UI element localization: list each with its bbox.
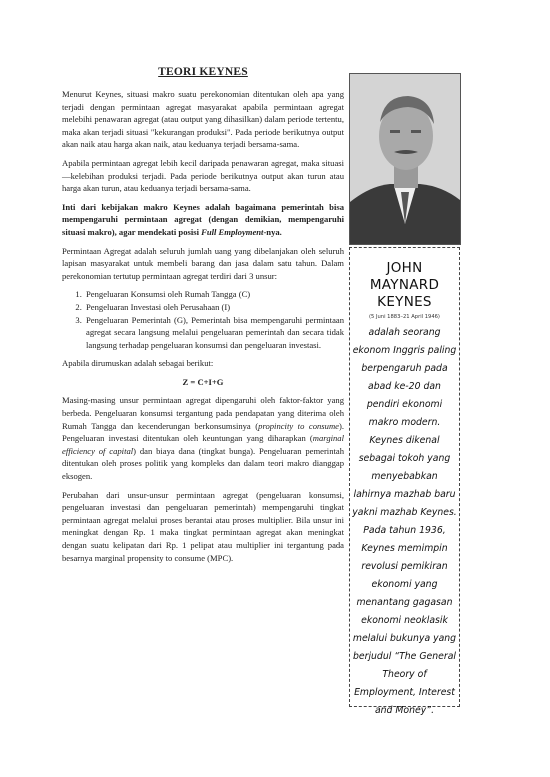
factors-text-1: Masing-masing unsur permintaan agregat dipengaruhi oleh faktor-faktor yang berbeda. Pengeluaran konsumsi tergantung pada pendapatan yang diterima oleh Rumah Tangga dan kecenderungan berkonsumsinya ( bbox=[62, 395, 344, 431]
biography-box bbox=[349, 247, 460, 716]
paragraph-overproduction: Apabila permintaan agregat lebih kecil daripada penawaran agregat, maka situasi —kelebihan produksi terjadi. Pada periode berikutnya output akan turun atau harga akan turun, atau keduanya terjadi bersama-sama. bbox=[62, 157, 344, 194]
paragraph-formula-intro: Apabila dirumuskan adalah sebagai berikut: bbox=[62, 358, 214, 369]
paragraph-multiplier: Perubahan dari unsur-unsur permintaan agregat (pengeluaran konsumsi, pengeluaran investasi dan pengeluaran pemerintah) mempengaruhi tingkat permintaan agregat melalui proses berantai atau proses multiplier. Bila unsur ini meningkat dengan Rp. 1 maka tingkat permintaan agregat akan meningkat dengan suatu kelipatan dari Rp. 1 pelipat atau multiplier ini tergantung pada besarnya marginal propensity to consume (MPC). bbox=[62, 489, 344, 563]
bio-part-2: Pada tahun 1936, Keynes memimpin revolusi pemikiran ekonomi yang menantang gagasan ekonomi neoklasik melalui bukunya yang berjudul “ bbox=[352, 525, 457, 662]
demand-components-list bbox=[62, 288, 344, 351]
list-item: 3. Pengeluaran Pemerintah (G), Pemerintah bisa mempengaruhi permintaan agregat secara langsung melalui pengeluaran pemerintah dan secara tidak langsung terhadap pengeluaran konsumsi dan pengeluaran investasi. bbox=[84, 314, 344, 352]
bio-part-1: adalah seorang ekonom Inggris paling berpengaruh pada abad ke-20 dan pendiri ekonomi makro modern. Keynes dikenal sebagai tokoh yang menyebabkan lahirnya mazhab baru yakni mazhab Keynes. bbox=[352, 327, 457, 518]
life-dates: (5 Juni 1883–21 April 1946) bbox=[369, 314, 440, 320]
policy-core-suffix: -nya. bbox=[263, 226, 282, 237]
factors-text-3: ) dan biaya dana (tingkat bunga). Pengeluaran pemerintah ditentukan oleh proses politik yang kompleks dan dalam teori makro dianggap eksogen. bbox=[62, 445, 344, 482]
portrait-illustration bbox=[350, 74, 460, 244]
propincity-term: propincity to consume bbox=[258, 420, 339, 431]
full-employment-term: Full Employment bbox=[201, 226, 264, 237]
article-body bbox=[62, 88, 344, 570]
paragraph-policy-core bbox=[62, 201, 344, 239]
paragraph-aggregate-demand: Permintaan Agregat adalah seluruh jumlah uang yang dibelanjakan oleh seluruh lapisan masyarakat untuk membeli barang dan jasa dalam satu tahun. Dalam perekonomian tertutup permintaan agregat terdiri dari 3 unsur: bbox=[62, 245, 344, 281]
paragraph-intro: Menurut Keynes, situasi makro suatu perekonomian ditentukan oleh apa yang terjadi dengan permintaan agregat masyarakat apabila permintaan agregat melebihi penawaran agregat (atau output yang dihasilkan) dalam periode tertentu, maka akan terjadi situasi "kekurangan produksi". Pada periode berikutnya output akan naik atau harga akan naik, atau keduanya terjadi bersama-sama. bbox=[62, 89, 344, 150]
factors-text-2: ). Pengeluaran investasi ditentukan oleh keuntungan yang diharapkan ( bbox=[62, 420, 344, 444]
list-item: 2. Pengeluaran Investasi oleh Perusahaan (I) bbox=[84, 301, 344, 314]
list-item: 1. Pengeluaran Konsumsi oleh Rumah Tangga (C) bbox=[84, 288, 344, 301]
policy-core-text: Inti dari kebijakan makro Keynes adalah bagaimana pemerintah bisa mempengaruhi permintaan agregat (dengan demikian, mempengaruhi situasi makro), agar mendekati posisi bbox=[62, 201, 344, 237]
mec-term: marginal efficiency of capital bbox=[62, 433, 344, 456]
formula: Z = C+I+G bbox=[182, 376, 224, 387]
book-title: The General Theory of Employment, Interest and Money bbox=[354, 651, 456, 716]
page-title: TEORI KEYNES bbox=[158, 66, 248, 78]
paragraph-factors bbox=[62, 394, 344, 482]
keynes-portrait bbox=[349, 73, 461, 245]
bio-part-3: ”. bbox=[426, 705, 435, 716]
biography-text bbox=[352, 324, 457, 720]
person-name: JOHN MAYNARD KEYNES bbox=[369, 260, 440, 310]
